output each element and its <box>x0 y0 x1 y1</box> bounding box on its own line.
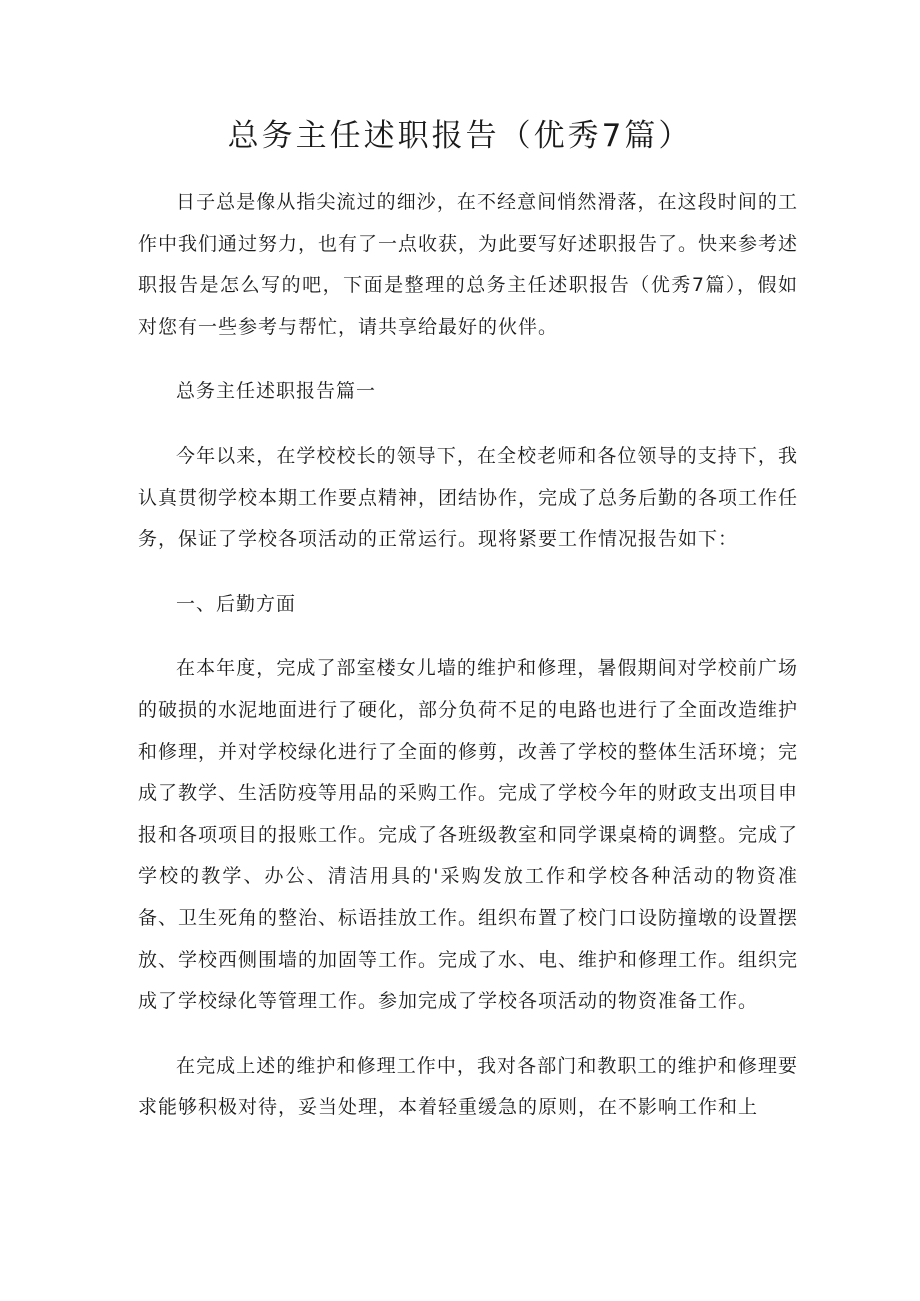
maintenance-paragraph: 在完成上述的维护和修理工作中，我对各部门和教职工的维护和修理要求能够积极对待，妥当处理，本着轻重缓急的原则，在不影响工作和上 <box>138 1054 798 1119</box>
section-heading-part-one: 总务主任述职报告篇一 <box>176 380 377 403</box>
paragraph-gap <box>138 625 798 648</box>
document-body <box>138 182 798 1129</box>
paragraph-gap <box>138 1023 798 1046</box>
paragraph-gap <box>138 348 798 371</box>
logistics-paragraph: 在本年度，完成了部室楼女儿墙的维护和修理，暑假期间对学校前广场的破损的水泥地面进行了硬化，部分负荷不足的电路也进行了全面改造维护和修理，并对学校绿化进行了全面的修剪，改善了学校的整体生活环境；完成了教学、生活防疫等用品的采购工作。完成了学校今年的财政支出项目申报和各项项目的报账工作。完成了各班级教室和同学课桌椅的调整。完成了学校的教学、办公、清洁用具的'采购发放工作和学校各种活动的物资准备、卫生死角的整治、标语挂放工作。组织布置了校门口设防撞墩的设置摆放、学校西侧围墙的加固等工作。完成了水、电、维护和修理工作。组织完成了学校绿化等管理工作。参加完成了学校各项活动的物资准备工作。 <box>138 657 799 1013</box>
subheading-logistics: 一、后勤方面 <box>176 592 297 615</box>
document-title: 总务主任述职报告（优秀7篇） <box>227 118 693 154</box>
overview-paragraph: 今年以来，在学校校长的领导下，在全校老师和各位领导的支持下，我认真贯彻学校本期工作要点精神，团结协作，完成了总务后勤的各项工作任务，保证了学校各项活动的正常运行。现将紧要工作情况报告如下： <box>138 444 799 551</box>
paragraph-gap <box>138 561 798 584</box>
paragraph-gap <box>138 413 798 436</box>
intro-paragraph: 日子总是像从指尖流过的细沙，在不经意间悄然滑落，在这段时间的工作中我们通过努力，也有了一点收获，为此要写好述职报告了。快来参考述职报告是怎么写的吧，下面是整理的总务主任述职报告（优秀7篇），假如对您有一些参考与帮忙，请共享给最好的伙伴。 <box>138 191 799 338</box>
